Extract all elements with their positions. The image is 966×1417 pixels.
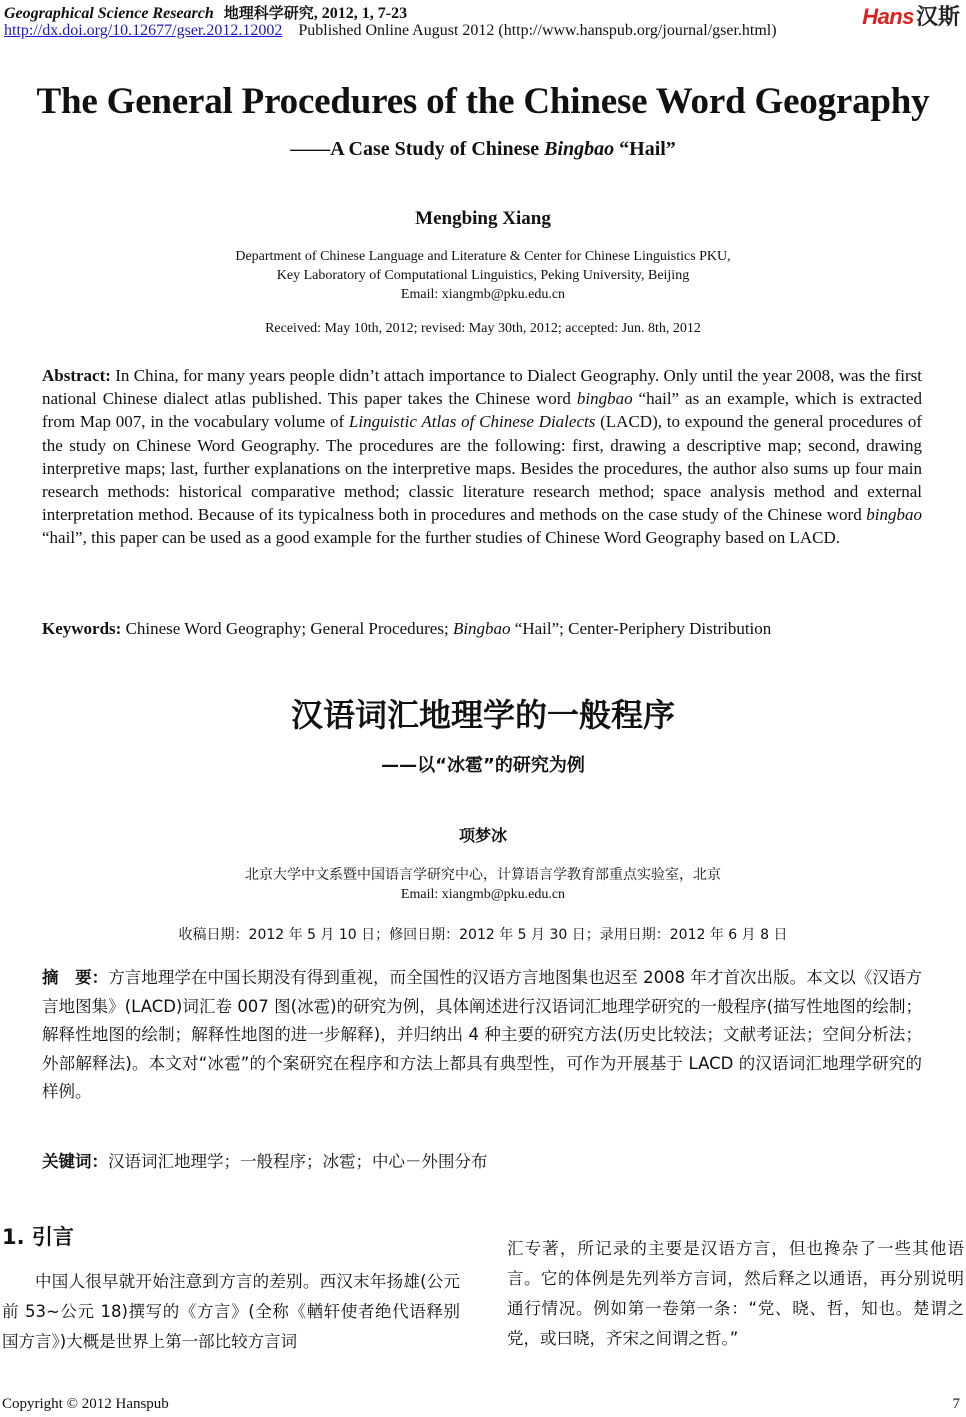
journal-name-en: Geographical Science Research: [4, 5, 214, 22]
journal-issue: , 2012, 1, 7-23: [313, 5, 408, 22]
body-paragraph: 中国人很早就开始注意到方言的差别。西汉末年扬雄(公元前 53~公元 18)撰写的《方言》(全称《輶轩使者绝代语释别国方言》)大概是世界上第一部比较方言词: [2, 1272, 460, 1351]
author-email-cn: Email: xiangmb@pku.edu.cn: [400, 887, 566, 902]
keywords-label: Keywords:: [42, 619, 122, 638]
abstract-italic: Linguistic Atlas of Chinese Dialects: [348, 412, 596, 432]
abstract-italic: bingbao: [866, 505, 922, 525]
subtitle-prefix: ——A Case Study of Chinese: [290, 138, 545, 160]
affiliation-en: [0, 247, 966, 304]
author-email: Email: xiangmb@pku.edu.cn: [400, 287, 566, 302]
abstract-cn: [42, 964, 922, 1107]
abstract-text-cn: 方言地理学在中国长期没有得到重视，而全国性的汉语方言地图集也迟至 2008 年才首次出版。本文以《汉语方言地图集》(LACD)词汇卷 007 图(冰雹)的研究为例，具体阐述进行汉语词汇地理学研究的一般程序(描写性地图的绘制；解释性地图的绘制；解释性地图的进一步解释)，并归纳出 4 种主要的研究方法(历史比较法；文献考证法；空间分析法；外部解释法)。本文对“冰雹”的个案研究在程序和方法上都具有典型性，可作为开展基于 LACD 的汉语词汇地理学研究的样例。: [42, 968, 923, 1101]
doi-link[interactable]: http://dx.doi.org/10.12677/gser.2012.12002: [4, 22, 283, 39]
paper-title-en: The General Procedures of the Chinese Word Geography: [36, 81, 930, 122]
journal-name-cn: 地理科学研究: [223, 4, 314, 22]
subtitle-italic: Bingbao: [544, 138, 615, 160]
keywords-en: [42, 617, 922, 640]
affiliation-line-1: Department of Chinese Language and Literature & Center for Chinese Linguistics PKU,: [235, 249, 731, 264]
copyright-notice: Copyright © 2012 Hanspub: [2, 1396, 169, 1412]
section-heading-introduction: 1. 引言: [2, 1225, 74, 1249]
abstract-text: “hail” as an example, which is extracted from Map 007, in the vocabulary volume of: [42, 389, 923, 432]
keywords-italic: Bingbao: [452, 619, 511, 638]
abstract-label-cn: 摘 要：: [42, 968, 109, 987]
received-dates-cn: 收稿日期：2012 年 5 月 10 日；修回日期：2012 年 5 月 30 日；录用日期：2012 年 6 月 8 日: [178, 927, 788, 943]
keywords-text-cn: 汉语词汇地理学；一般程序；冰雹；中心－外围分布: [108, 1152, 488, 1171]
abstract-text: In China, for many years people didn’t attach importance to Dialect Geography. Only until the year 2008, was the first national Chinese dialect atlas published. This paper takes the Chinese word: [42, 366, 922, 409]
abstract-label: Abstract:: [42, 366, 111, 385]
keywords-label-cn: 关键词：: [42, 1152, 108, 1171]
abstract-italic: bingbao: [576, 389, 633, 409]
logo-text-cn: 汉斯: [915, 4, 960, 29]
doi-line: [4, 22, 777, 40]
paper-subtitle-en: [0, 138, 966, 161]
paper-title-cn: 汉语词汇地理学的一般程序: [290, 696, 675, 734]
author-en: Mengbing Xiang: [415, 208, 551, 229]
abstract-text: “hail”, this paper can be used as a good example for the further studies of Chinese Word Geography based on LACD.: [42, 528, 841, 548]
affiliation-cn: [0, 866, 966, 904]
received-dates-en: Received: May 10th, 2012; revised: May 30th, 2012; accepted: Jun. 8th, 2012: [265, 321, 701, 336]
logo-text-en: Hans: [862, 4, 914, 29]
page-number: 7: [952, 1396, 960, 1412]
author-cn: 项梦冰: [458, 826, 507, 845]
journal-header: [4, 2, 407, 23]
paper-subtitle-cn: ——以“冰雹”的研究为例: [381, 755, 585, 776]
published-online: Published Online August 2012 (http://www.hanspub.org/journal/gser.html): [298, 22, 777, 39]
keywords-text: Chinese Word Geography; General Procedures;: [121, 619, 453, 638]
affiliation-line-2: Key Laboratory of Computational Linguistics, Peking University, Beijing: [276, 268, 690, 283]
keywords-cn: [42, 1148, 922, 1177]
abstract-en: [42, 364, 922, 550]
subtitle-suffix: “Hail”: [614, 138, 676, 160]
affiliation-cn-line: 北京大学中文系暨中国语言学研究中心，计算语言学教育部重点实验室，北京: [245, 867, 721, 883]
hans-logo: [862, 0, 960, 31]
abstract-text: (LACD), to expound the general procedures of the study on Chinese Word Geography. The procedures are the following: first, drawing a descriptive map; second, drawing interpretive maps; last, further explanations on the interpretive maps. Besides the procedures, the author also sums up four main research methods: historical comparative method; classic literature research method; space analysis method and external interpretation method. Because of its typicalness both in procedures and methods on the case study of the Chinese word: [42, 412, 922, 525]
body-paragraph: 汇专著，所记录的主要是汉语方言，但也搀杂了一些其他语言。它的体例是先列举方言词，然后释之以通语，再分别说明通行情况。例如第一卷第一条：“党、晓、哲，知也。楚谓之党，或曰晓，齐宋之间谓之哲。”: [507, 1239, 964, 1348]
body-column-right: [507, 1234, 964, 1354]
body-column-left: [2, 1267, 460, 1357]
keywords-text: “Hail”; Center-Periphery Distribution: [510, 619, 772, 638]
